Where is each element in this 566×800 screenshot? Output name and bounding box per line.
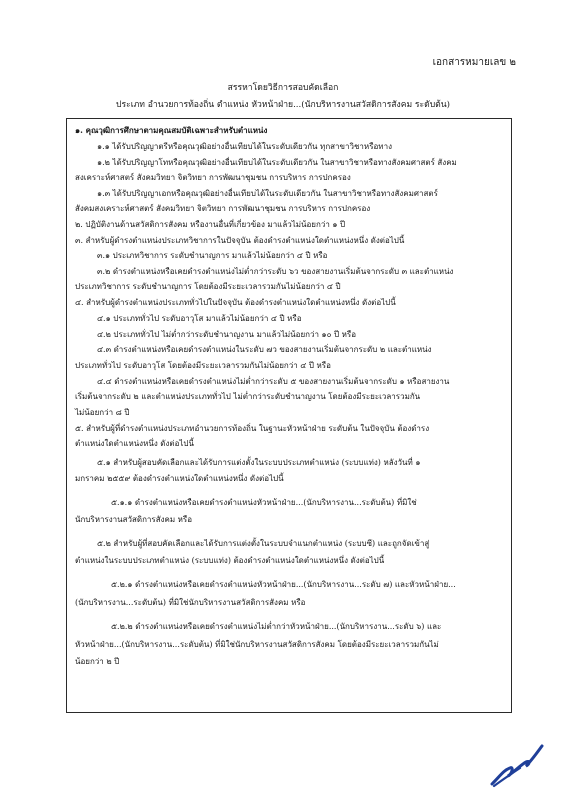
qualification-line: ๕.๒.๒ ดำรงตำแหน่งหรือเคยดำรงตำแหน่งไม่ต่ำกว่าหัวหน้าฝ่าย...(นักบริหารงาน...ระดับ ๖) และ — [111, 622, 442, 631]
qualification-line: (นักบริหารงาน...ระดับต้น) ที่มิใช่นักบริหารงานสวัสดิการสังคม หรือ — [75, 598, 306, 607]
qualification-line: ตำแหน่งใดตำแหน่งหนึ่ง ดังต่อไปนี้ — [75, 439, 194, 448]
section-2-line: ๒. ปฏิบัติงานด้านสวัสดิการสังคม หรืองานอื่นที่เกี่ยวข้อง มาแล้วไม่น้อยกว่า ๑ ปี — [75, 220, 346, 229]
qualification-line: เริ่มต้นจากระดับ ๒ และตำแหน่งประเภททั่วไป ไม่ต่ำกว่าระดับชำนาญงาน โดยต้องมีระยะเวลารวมกัน — [75, 392, 421, 401]
section-4-heading: ๔. สำหรับผู้ดำรงตำแหน่งประเภททั่วไปในปัจจุบัน ต้องดำรงตำแหน่งใดตำแหน่งหนึ่ง ดังต่อไปนี้ — [75, 298, 396, 307]
qualification-line: สังคมสงเคราะห์ศาสตร์ สังคมวิทยา จิตวิทยา การพัฒนาชุมชน การบริหาร การปกครอง — [75, 204, 371, 213]
qualification-line: ๔.๔ ดำรงตำแหน่งหรือเคยดำรงตำแหน่งไม่ต่ำกว่าระดับ ๕ ของสายงานเริ่มต้นจากระดับ ๑ หรือสายงาน — [97, 377, 450, 386]
qualification-line: ๓.๑ ประเภทวิชาการ ระดับชำนาญการ มาแล้วไม่น้อยกว่า ๔ ปี หรือ — [97, 251, 328, 260]
qualification-line: หัวหน้าฝ่าย...(นักบริหารงาน...ระดับต้น) ที่มิใช่นักบริหารงานสวัสดิการสังคม โดยต้องมีระยะเวลารวมกันไม่ — [75, 640, 439, 649]
qualification-line: ๔.๓ ดำรงตำแหน่งหรือเคยดำรงตำแหน่งในระดับ ๗ว ของสายงานเริ่มต้นจากระดับ ๒ และตำแหน่ง — [97, 345, 432, 354]
section-3-heading: ๓. สำหรับผู้ดำรงตำแหน่งประเภทวิชาการในปัจจุบัน ต้องดำรงตำแหน่งใดตำแหน่งหนึ่ง ดังต่อไปนี้ — [75, 236, 405, 245]
qualification-line: ๔.๑ ประเภททั่วไป ระดับอาวุโส มาแล้วไม่น้อยกว่า ๔ ปี หรือ — [97, 314, 302, 323]
qualification-line: ๕.๒.๑ ดำรงตำแหน่งหรือเคยดำรงตำแหน่งหัวหน้าฝ่าย...(นักบริหารงาน...ระดับ ๗) และหัวหน้าฝ่าย... — [111, 580, 456, 589]
page-title: สรรหาโดยวิธีการสอบคัดเลือก — [227, 83, 339, 93]
qualification-line: ๕.๒ สำหรับผู้ที่สอบคัดเลือกและได้รับการแต่งตั้งในระบบจำแนกตำแหน่ง (ระบบซี) และถูกจัดเข้าสู่ — [97, 539, 430, 548]
qualification-line: น้อยกว่า ๒ ปี — [75, 657, 120, 666]
qualification-line: ๑.๑ ได้รับปริญญาตรีหรือคุณวุฒิอย่างอื่นเทียบได้ในระดับเดียวกัน ทุกสาขาวิชาหรือทาง — [97, 142, 392, 151]
signature-mark — [470, 710, 550, 790]
qualification-line: ๕.๑.๑ ดำรงตำแหน่งหรือเคยดำรงตำแหน่งหัวหน้าฝ่าย...(นักบริหารงาน...ระดับต้น) ที่มิใช่ — [111, 498, 417, 507]
qualification-line: นักบริหารงานสวัสดิการสังคม หรือ — [75, 515, 193, 524]
section-5-heading: ๕. สำหรับผู้ที่ดำรงตำแหน่งประเภทอำนวยการท้องถิ่น ในฐานะหัวหน้าฝ่าย ระดับต้น ในปัจจุบัน ต้องดำรง — [75, 424, 430, 433]
qualification-line: ไม่น้อยกว่า ๘ ปี — [75, 408, 130, 417]
qualification-line: ๓.๒ ดำรงตำแหน่งหรือเคยดำรงตำแหน่งไม่ต่ำกว่าระดับ ๖ว ของสายงานเริ่มต้นจากระดับ ๓ และตำแหน่ง — [97, 267, 454, 276]
section-1-heading: ๑. คุณวุฒิการศึกษาตามคุณสมบัติเฉพาะสำหรับตำแหน่ง — [75, 125, 268, 135]
qualification-line: ๑.๒ ได้รับปริญญาโทหรือคุณวุฒิอย่างอื่นเทียบได้ในระดับเดียวกัน ในสาขาวิชาหรือทางสังคมศาสตร์ สังคม — [97, 158, 457, 167]
qualification-line: ประเภททั่วไป ระดับอาวุโส โดยต้องมีระยะเวลารวมกันไม่น้อยกว่า ๔ ปี หรือ — [75, 361, 331, 370]
qualification-line: ๑.๓ ได้รับปริญญาเอกหรือคุณวุฒิอย่างอื่นเทียบได้ในระดับเดียวกัน ในสาขาวิชาหรือทางสังคมศาสตร์ — [97, 189, 438, 198]
qualification-line: สงเคราะห์ศาสตร์ สังคมวิทยา จิตวิทยา การพัฒนาชุมชน การบริหาร การปกครอง — [75, 173, 351, 182]
qualification-line: มกราคม ๒๕๕๙ ต้องดำรงตำแหน่งใดตำแหน่งหนึ่ง ดังต่อไปนี้ — [75, 474, 284, 483]
qualification-line: ๕.๑ สำหรับผู้สอบคัดเลือกและได้รับการแต่งตั้งในระบบประเภทตำแหน่ง (ระบบแท่ง) หลังวันที่ ๑ — [97, 458, 421, 467]
page-subtitle: ประเภท อำนวยการท้องถิ่น ตำแหน่ง หัวหน้าฝ่าย...(นักบริหารงานสวัสดิการสังคม ระดับต้น) — [116, 100, 450, 110]
qualification-line: ประเภทวิชาการ ระดับชำนาญการ โดยต้องมีระยะเวลารวมกันไม่น้อยกว่า ๔ ปี — [75, 282, 341, 291]
qualification-line: ๔.๒ ประเภททั่วไป ไม่ต่ำกว่าระดับชำนาญงาน มาแล้วไม่น้อยกว่า ๑๐ ปี หรือ — [97, 330, 357, 339]
qualification-box — [66, 118, 512, 713]
qualification-line: ตำแหน่งในระบบประเภทตำแหน่ง (ระบบแท่ง) ต้องดำรงตำแหน่งใดตำแหน่งหนึ่ง ดังต่อไปนี้ — [75, 556, 385, 565]
document-number: เอกสารหมายเลข ๒ — [432, 57, 516, 68]
